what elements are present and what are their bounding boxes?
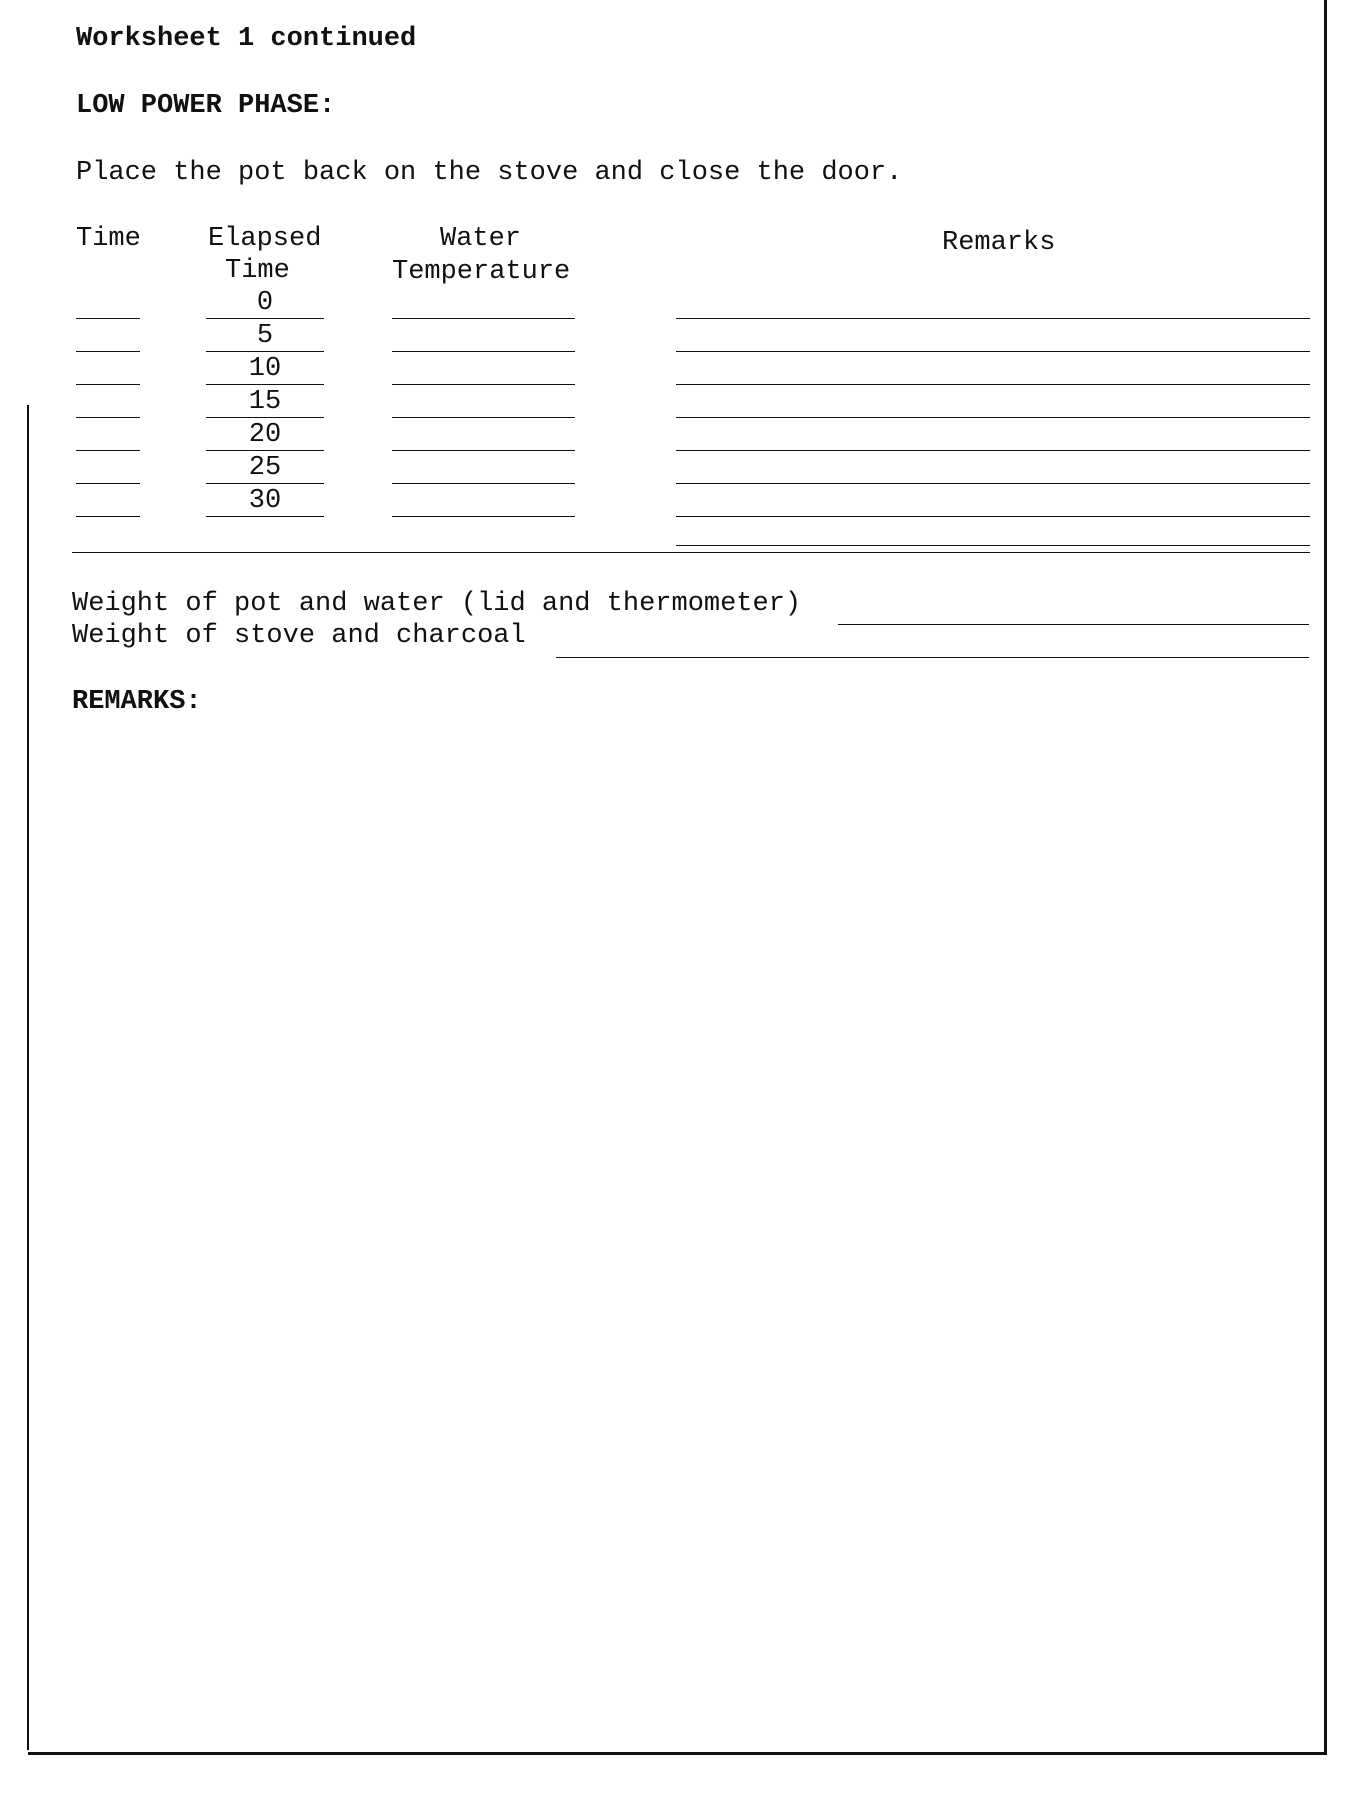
water-temperature-blank[interactable]: [392, 450, 575, 451]
section-title: LOW POWER PHASE:: [76, 91, 336, 121]
weight-stove-blank[interactable]: [556, 657, 1309, 658]
remarks-blank[interactable]: [676, 417, 1310, 418]
elapsed-underline: [206, 516, 324, 517]
header-time: Time: [76, 224, 141, 254]
water-temperature-blank[interactable]: [392, 516, 575, 517]
elapsed-time-value: 30: [248, 486, 282, 516]
weight-pot-label: Weight of pot and water (lid and thermometer): [72, 589, 802, 619]
worksheet-heading: Worksheet 1 continued: [76, 24, 417, 54]
header-remarks: Remarks: [942, 228, 1056, 258]
elapsed-time-value: 25: [248, 453, 282, 483]
time-blank[interactable]: [76, 516, 140, 517]
elapsed-time-value: 5: [256, 321, 274, 351]
elapsed-underline: [206, 351, 324, 352]
elapsed-time-value: 20: [248, 420, 282, 450]
elapsed-underline: [206, 384, 324, 385]
elapsed-time-value: 15: [248, 387, 282, 417]
page-border: [28, 0, 1327, 1755]
table-separator-line: [72, 552, 1310, 553]
time-blank[interactable]: [76, 384, 140, 385]
remarks-blank[interactable]: [676, 545, 1310, 546]
elapsed-time-value: 10: [248, 354, 282, 384]
remarks-label: REMARKS:: [72, 687, 202, 717]
instruction-text: Place the pot back on the stove and close the door.: [76, 158, 903, 188]
weight-stove-label: Weight of stove and charcoal: [72, 621, 526, 651]
header-elapsed-line1: Elapsed: [208, 224, 322, 254]
remarks-blank[interactable]: [676, 351, 1310, 352]
remarks-blank[interactable]: [676, 483, 1310, 484]
header-water-line2: Temperature: [392, 257, 571, 287]
water-temperature-blank[interactable]: [392, 417, 575, 418]
water-temperature-blank[interactable]: [392, 351, 575, 352]
time-blank[interactable]: [76, 318, 140, 319]
header-elapsed-line2: Time: [225, 256, 290, 286]
elapsed-underline: [206, 483, 324, 484]
header-water-line1: Water: [440, 224, 522, 254]
elapsed-time-value: 0: [256, 288, 274, 318]
remarks-blank[interactable]: [676, 450, 1310, 451]
weight-pot-blank[interactable]: [838, 624, 1309, 625]
time-blank[interactable]: [76, 483, 140, 484]
remarks-blank[interactable]: [676, 384, 1310, 385]
elapsed-underline: [206, 417, 324, 418]
elapsed-underline: [206, 450, 324, 451]
elapsed-underline: [206, 318, 324, 319]
water-temperature-blank[interactable]: [392, 483, 575, 484]
time-blank[interactable]: [76, 351, 140, 352]
remarks-blank[interactable]: [676, 516, 1310, 517]
page-border-left: [27, 405, 29, 1750]
water-temperature-blank[interactable]: [392, 318, 575, 319]
remarks-blank[interactable]: [676, 318, 1310, 319]
time-blank[interactable]: [76, 417, 140, 418]
time-blank[interactable]: [76, 450, 140, 451]
water-temperature-blank[interactable]: [392, 384, 575, 385]
